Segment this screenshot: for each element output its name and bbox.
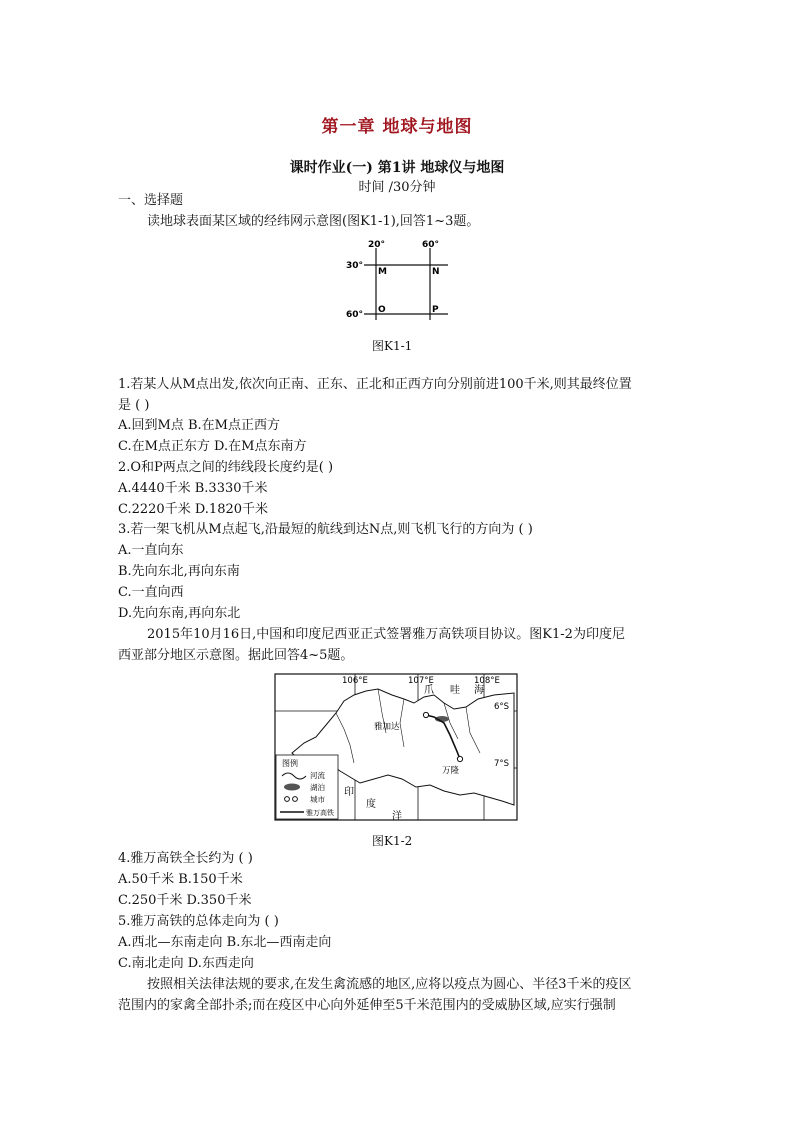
q3-stem: 3.若一架飞机从M点起飞,沿最短的航线到达N点,则飞机飞行的方向为 ( ) xyxy=(118,522,533,537)
legend-railway-label: 雅万高铁 xyxy=(306,809,334,817)
q3-option-d: D.先向东南,再向东北 xyxy=(118,606,241,621)
chapter-title: 第一章 地球与地图 xyxy=(321,117,473,137)
lesson-title: 课时作业(一) 第1讲 地球仪与地图 xyxy=(289,160,505,176)
fig-k1-2-map xyxy=(274,673,520,823)
legend-lake-label: 湖泊 xyxy=(310,783,325,792)
lon-label-106: 106°E xyxy=(342,676,368,686)
lon-label-60: 60° xyxy=(422,240,440,250)
time-limit: 时间 /30分钟 xyxy=(358,180,436,195)
sea-label-char-1: 爪 xyxy=(424,685,434,696)
map-legend xyxy=(276,755,338,819)
fig2-caption: 图K1-2 xyxy=(372,834,413,848)
city-jakarta-dot xyxy=(423,712,428,717)
lat-label-7s: 7°S xyxy=(494,759,510,769)
para3-line1: 按照相关法律法规的要求,在发生禽流感的地区,应将以疫点为圆心、半径3千米的疫区 xyxy=(147,977,632,992)
lon-label-107: 107°E xyxy=(408,676,434,686)
q5-options-cd: C.南北走向 D.东西走向 xyxy=(118,956,254,971)
legend-city-icon-2 xyxy=(293,797,298,802)
intro-fig2-line2: 西亚部分地区示意图。据此回答4~5题。 xyxy=(118,648,354,663)
q1-options-cd: C.在M点正东方 D.在M点东南方 xyxy=(118,439,307,454)
lon-label-20: 20° xyxy=(368,240,386,250)
point-m: M xyxy=(378,267,387,277)
q3-option-a: A.一直向东 xyxy=(118,543,184,558)
q2-stem: 2.O和P两点之间的纬线段长度约是( ) xyxy=(118,460,334,475)
q1-options-ab: A.回到M点 B.在M点正西方 xyxy=(118,418,280,433)
q2-options-ab: A.4440千米 B.3330千米 xyxy=(118,481,268,496)
intro-fig1: 读地球表面某区域的经纬网示意图(图K1-1),回答1~3题。 xyxy=(147,214,480,229)
legend-river-label: 河流 xyxy=(310,771,325,780)
q4-stem: 4.雅万高铁全长约为 ( ) xyxy=(118,851,253,866)
city-bandung-label: 万隆 xyxy=(442,766,460,776)
ocean-label-char-1: 印 xyxy=(344,787,354,798)
intro-fig2-line1: 2015年10月16日,中国和印度尼西亚正式签署雅万高铁项目协议。图K1-2为印度尼 xyxy=(147,627,625,642)
q4-options-cd: C.250千米 D.350千米 xyxy=(118,893,252,908)
ocean-label-char-2: 度 xyxy=(366,799,376,810)
fig1-caption: 图K1-1 xyxy=(372,339,413,353)
section-heading: 一、选择题 xyxy=(118,193,184,208)
point-o: O xyxy=(378,305,386,315)
legend-city-icon-1 xyxy=(285,797,290,802)
lat-label-6s: 6°S xyxy=(494,702,510,712)
legend-city-label: 城市 xyxy=(310,795,325,804)
para3-line2: 范围内的家禽全部扑杀;而在疫区中心向外延伸至5千米范围内的受威胁区域,应实行强制 xyxy=(118,998,616,1013)
sea-label-char-3: 海 xyxy=(474,685,484,696)
point-n: N xyxy=(432,267,440,277)
q2-options-cd: C.2220千米 D.1820千米 xyxy=(118,502,269,517)
point-p: P xyxy=(432,305,439,315)
q1-stem-line1: 1.若某人从M点出发,依次向正南、正东、正北和正西方向分别前进100千米,则其最终位置 xyxy=(118,377,632,392)
q3-option-c: C.一直向西 xyxy=(118,585,184,600)
lon-label-108: 108°E xyxy=(474,676,500,686)
q5-options-ab: A.西北—东南走向 B.东北—西南走向 xyxy=(118,935,332,950)
q5-stem: 5.雅万高铁的总体走向为 ( ) xyxy=(118,914,279,929)
sea-label-char-2: 哇 xyxy=(450,685,460,696)
lat-label-60: 60° xyxy=(346,310,364,320)
q4-options-ab: A.50千米 B.150千米 xyxy=(118,872,243,887)
fig-k1-1-grid xyxy=(340,238,460,322)
ocean-label-char-3: 洋 xyxy=(392,811,402,822)
q3-option-b: B.先向东北,再向东南 xyxy=(118,564,240,579)
legend-lake-icon xyxy=(284,784,300,791)
city-jakarta-label: 雅加达 xyxy=(374,722,400,732)
q1-stem-line2: 是 ( ) xyxy=(118,398,150,413)
city-bandung-dot xyxy=(457,756,462,761)
lat-label-30: 30° xyxy=(346,261,364,271)
legend-title: 图例 xyxy=(282,759,298,768)
